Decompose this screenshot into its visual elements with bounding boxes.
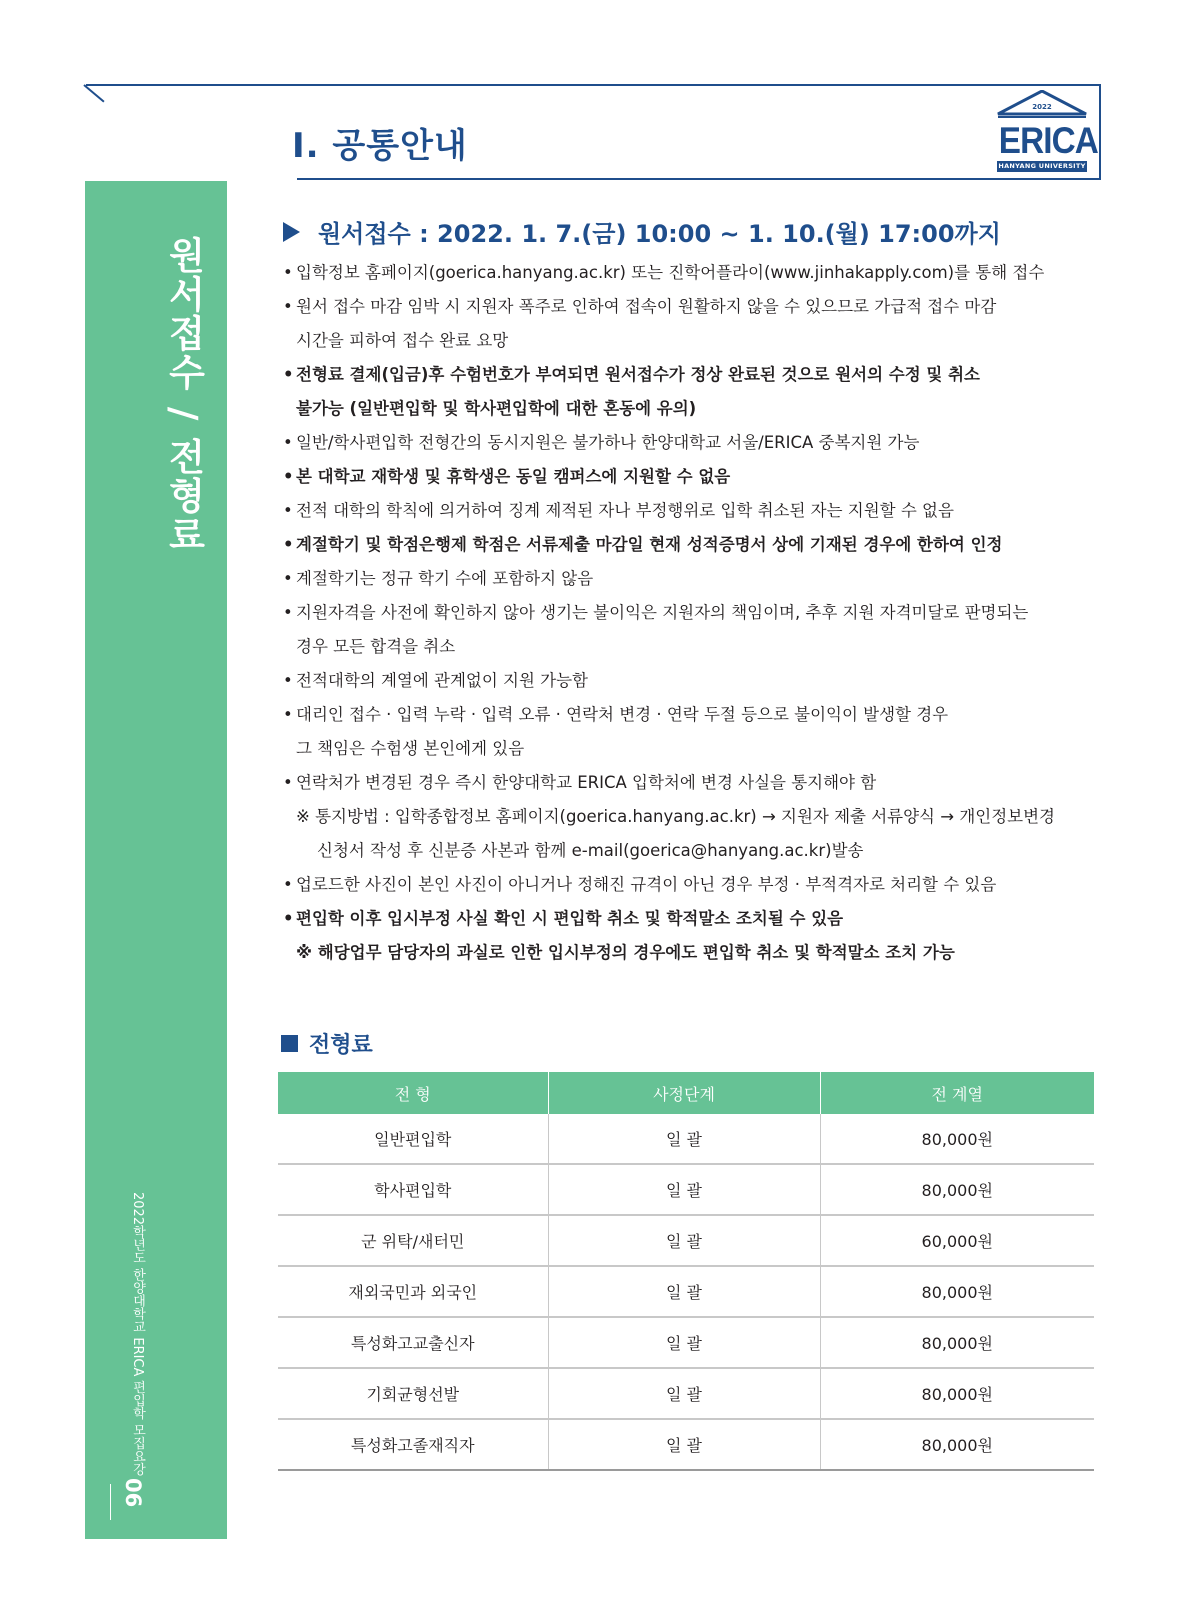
table-cell: 80,000원 (820, 1114, 1094, 1164)
list-item: 신청서 작성 후 신분증 사본과 함께 e-mail(goerica@hanyang.ac.kr)발송 (317, 841, 864, 860)
table-cell: 80,000원 (820, 1317, 1094, 1368)
triangle-icon (283, 222, 300, 242)
table-cell: 특성화고졸재직자 (278, 1419, 548, 1470)
table-header-row (278, 1072, 1094, 1114)
list-item: • 전형료 결제(입금)후 수험번호가 부여되면 원서접수가 정상 완료된 것으로 원서의 수정 및 취소 (283, 365, 980, 384)
table-cell: 80,000원 (820, 1164, 1094, 1215)
list-item: • 계절학기는 정규 학기 수에 포함하지 않음 (283, 569, 594, 588)
list-item: ※ 통지방법 : 입학종합정보 홈페이지(goerica.hanyang.ac.kr) → 지원자 제출 서류양식 → 개인정보변경 (296, 807, 1055, 826)
list-item: • 전적 대학의 학칙에 의거하여 징계 제적된 자나 부정행위로 입학 취소된 자는 지원할 수 없음 (283, 501, 954, 520)
list-item: 그 책임은 수험생 본인에게 있음 (296, 739, 525, 758)
fee-heading (281, 1028, 373, 1059)
list-item: 시간을 피하여 접수 완료 요망 (296, 331, 509, 350)
list-item: • 본 대학교 재학생 및 휴학생은 동일 캠퍼스에 지원할 수 없음 (283, 467, 731, 486)
table-cell: 80,000원 (820, 1266, 1094, 1317)
logo-year: 2022 (1032, 103, 1052, 111)
table-row (278, 1419, 1094, 1470)
table-cell: 일 괄 (548, 1368, 820, 1419)
logo-subtitle: HANYANG UNIVERSITY (998, 162, 1086, 170)
table-cell: 일 괄 (548, 1419, 820, 1470)
column-header-track: 전 형 (278, 1072, 548, 1114)
table-cell: 일 괄 (548, 1114, 820, 1164)
table-cell: 80,000원 (820, 1419, 1094, 1470)
table-row (278, 1114, 1094, 1164)
table-cell: 재외국민과 외국인 (278, 1266, 548, 1317)
table-row (278, 1215, 1094, 1266)
page-number: 06 (121, 1478, 145, 1508)
table-cell: 군 위탁/새터민 (278, 1215, 548, 1266)
side-footer-text: 2022학년도 한양대학교 ERICA 편입학 모집요강 (130, 1192, 145, 1476)
application-title: 원서접수 : 2022. 1. 7.(금) 10:00 ~ 1. 10.(월) 17:00까지 (318, 220, 1001, 248)
table-cell: 일 괄 (548, 1266, 820, 1317)
table-cell: 일 괄 (548, 1164, 820, 1215)
header-rule-diagonal (83, 84, 104, 102)
list-item: 경우 모든 합격을 취소 (296, 637, 456, 656)
fee-table (278, 1072, 1094, 1471)
list-item: • 업로드한 사진이 본인 사진이 아니거나 정해진 규격이 아닌 경우 부정 · 부적격자로 처리할 수 있음 (283, 875, 997, 894)
application-notes (283, 256, 1113, 970)
list-item: • 대리인 접수 · 입력 누락 · 입력 오류 · 연락처 변경 · 연락 두절 등으로 불이익이 발생할 경우 (283, 705, 949, 724)
column-header-stage: 사정단계 (548, 1072, 820, 1114)
list-item: • 전적대학의 계열에 관계없이 지원 가능함 (283, 671, 588, 690)
table-cell: 특성화고교출신자 (278, 1317, 548, 1368)
list-item: • 일반/학사편입학 전형간의 동시지원은 불가하나 한양대학교 서울/ERICA 중복지원 가능 (283, 433, 920, 452)
table-cell: 일 괄 (548, 1215, 820, 1266)
erica-logo (994, 90, 1098, 174)
header-rule-top (86, 84, 1101, 86)
application-heading (283, 214, 1001, 249)
fee-title: 전형료 (309, 1033, 373, 1058)
side-title: 원서접수 / 전형료 (162, 236, 205, 555)
table-cell: 80,000원 (820, 1368, 1094, 1419)
table-cell: 일반편입학 (278, 1114, 548, 1164)
list-item: • 연락처가 변경된 경우 즉시 한양대학교 ERICA 입학처에 변경 사실을 통지해야 함 (283, 773, 877, 792)
table-row (278, 1164, 1094, 1215)
table-row (278, 1266, 1094, 1317)
page-number-divider (110, 1484, 111, 1520)
table-row (278, 1368, 1094, 1419)
square-icon (281, 1035, 298, 1052)
column-header-fee: 전 계열 (820, 1072, 1094, 1114)
list-item: • 계절학기 및 학점은행제 학점은 서류제출 마감일 현재 성적증명서 상에 기재된 경우에 한하여 인정 (283, 535, 1003, 554)
table-cell: 일 괄 (548, 1317, 820, 1368)
header-rule-bottom (297, 178, 1101, 180)
page-title: Ⅰ. 공통안내 (292, 126, 468, 166)
list-item: • 입학정보 홈페이지(goerica.hanyang.ac.kr) 또는 진학어플라이(www.jinhakapply.com)를 통해 접수 (283, 263, 1045, 282)
list-item: • 원서 접수 마감 임박 시 지원자 폭주로 인하여 접속이 원활하지 않을 수 있으므로 가급적 접수 마감 (283, 297, 997, 316)
list-item: 불가능 (일반편입학 및 학사편입학에 대한 혼동에 유의) (296, 399, 697, 418)
table-cell: 60,000원 (820, 1215, 1094, 1266)
list-item: • 지원자격을 사전에 확인하지 않아 생기는 불이익은 지원자의 책임이며, 추후 지원 자격미달로 판명되는 (283, 603, 1029, 622)
list-item: ※ 해당업무 담당자의 과실로 인한 입시부정의 경우에도 편입학 취소 및 학적말소 조치 가능 (296, 943, 955, 962)
table-cell: 학사편입학 (278, 1164, 548, 1215)
table-row (278, 1317, 1094, 1368)
logo-name: ERICA (998, 120, 1098, 161)
list-item: • 편입학 이후 입시부정 사실 확인 시 편입학 취소 및 학적말소 조치될 수 있음 (283, 909, 844, 928)
table-cell: 기회균형선발 (278, 1368, 548, 1419)
header-rule-right (1099, 84, 1101, 180)
